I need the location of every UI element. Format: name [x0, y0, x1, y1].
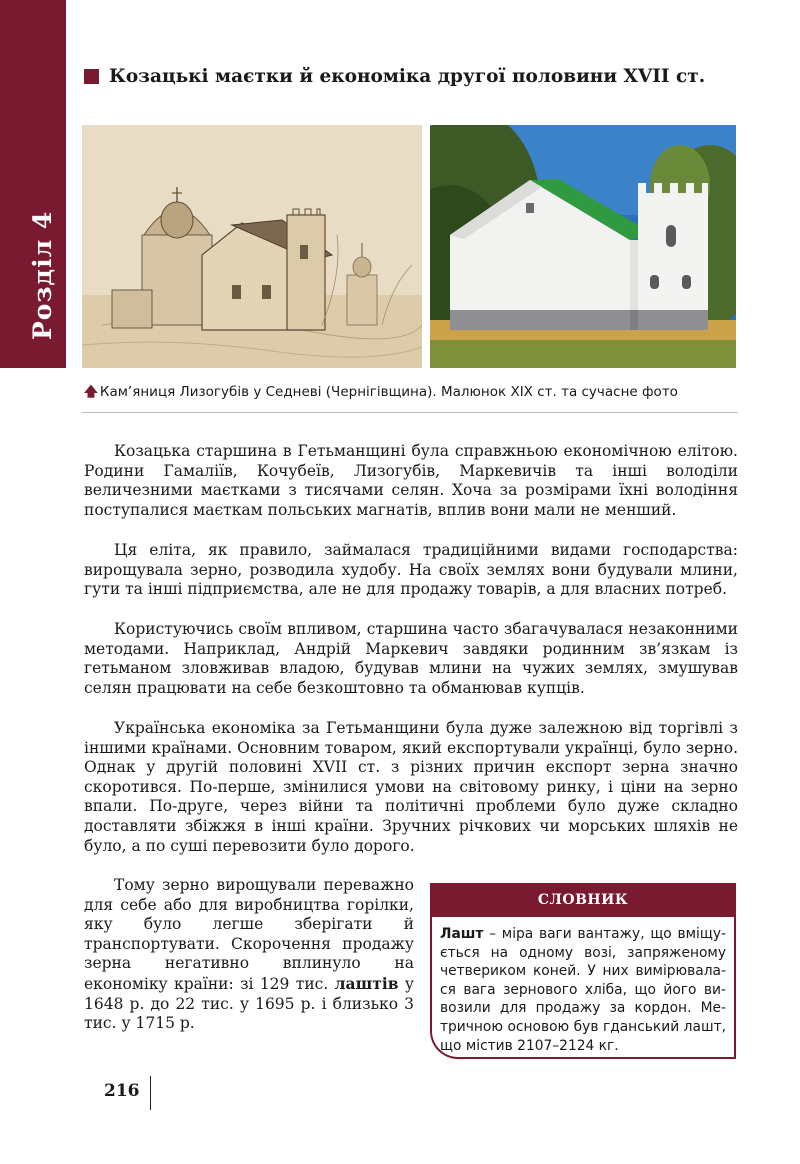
- glossary-term: Лашт: [440, 926, 484, 942]
- historic-drawing-image: [82, 125, 422, 368]
- glossary-title: СЛОВНИК: [432, 883, 734, 917]
- paragraph-5-text-a: Тому зерно вирощували переважно для себе або для виробництва горілки, яку було легше зберігати й транспортувати. Скорочення продажу зерна негативно вплинуло на економіку країни: зі 129 тис.: [84, 876, 414, 993]
- caption-divider: [82, 412, 738, 413]
- paragraph-5-term: лаштів: [334, 973, 399, 993]
- paragraph-5: [84, 876, 414, 1034]
- paragraph-2: Ця еліта, як правило, займалася традиційними видами господарства: вирощувала зерно, розводила худобу. На своїх землях вони будували млини, гути та інші підприємства, але не для продажу товарів, а для власних потреб.: [84, 541, 738, 599]
- paragraph-3: Користуючись своїм впливом, старшина часто збагачувалася незаконними методами. Наприклад, Андрій Маркевич завдяки родинним зв’язкам із гетьманом зловживав владою, будував млини на чужих землях, змушував селян працювати на себе безкоштовно та обманював купців.: [84, 620, 738, 697]
- page-number: 216: [104, 1081, 140, 1101]
- page-number-divider: [150, 1076, 151, 1110]
- modern-photo-image: [430, 125, 736, 368]
- glossary-definition: – міра ваги вантажу, що вміщується на одному возі, запряженому четвериком коней. У них вимірювалася вага зернового хліба, що його вивозили для продажу за кордон. Метричною основою був гданський лашт, що містив 2107–2124 кг.: [440, 926, 726, 1054]
- glossary-entry: [440, 925, 726, 1055]
- glossary-box: [430, 883, 736, 1059]
- square-bullet-icon: [84, 69, 99, 84]
- paragraph-5-text-b: у 1648 р. до 22 тис. у 1695 р. і близько 3 тис. у 1715 р.: [84, 974, 414, 1033]
- paragraph-4: Українська економіка за Гетьманщини була дуже залежною від торгівлі з іншими країнами. Основним товаром, який експортували українці, було зерно. Однак у другій половині XVII ст. з різних причин експорт зерна значно скоротився. По-перше, змінилися умови на світовому ринку, і ціни на зерно впали. По-друге, через війни та політичні проблеми було дуже складно доставляти збіжжя в інші країни. Зручних річкових чи морських шляхів не було, а по суші перевозити було дорого.: [84, 719, 738, 855]
- section-tab: [0, 0, 66, 368]
- image-caption: [84, 382, 744, 405]
- section-heading: [84, 66, 764, 87]
- arrow-up-icon: 🡅: [84, 384, 98, 400]
- caption-text: Кам’яниця Лизогубів у Седневі (Чернігівщина). Малюнок XIX ст. та сучасне фото: [99, 384, 678, 400]
- paragraph-1: Козацька старшина в Гетьманщині була справжньою економічною елітою. Родини Гамаліїв, Кочубеїв, Лизогубів, Маркевичів та інші володіли величезними маєтками з тисячами селян. Хоча за розмірами їхні володіння поступалися маєткам польських магнатів, вплив вони мали не менший.: [84, 442, 738, 519]
- heading-text: Козацькі маєтки й економіка другої половини XVII ст.: [109, 66, 706, 87]
- section-tab-label: Розділ 4: [28, 210, 57, 340]
